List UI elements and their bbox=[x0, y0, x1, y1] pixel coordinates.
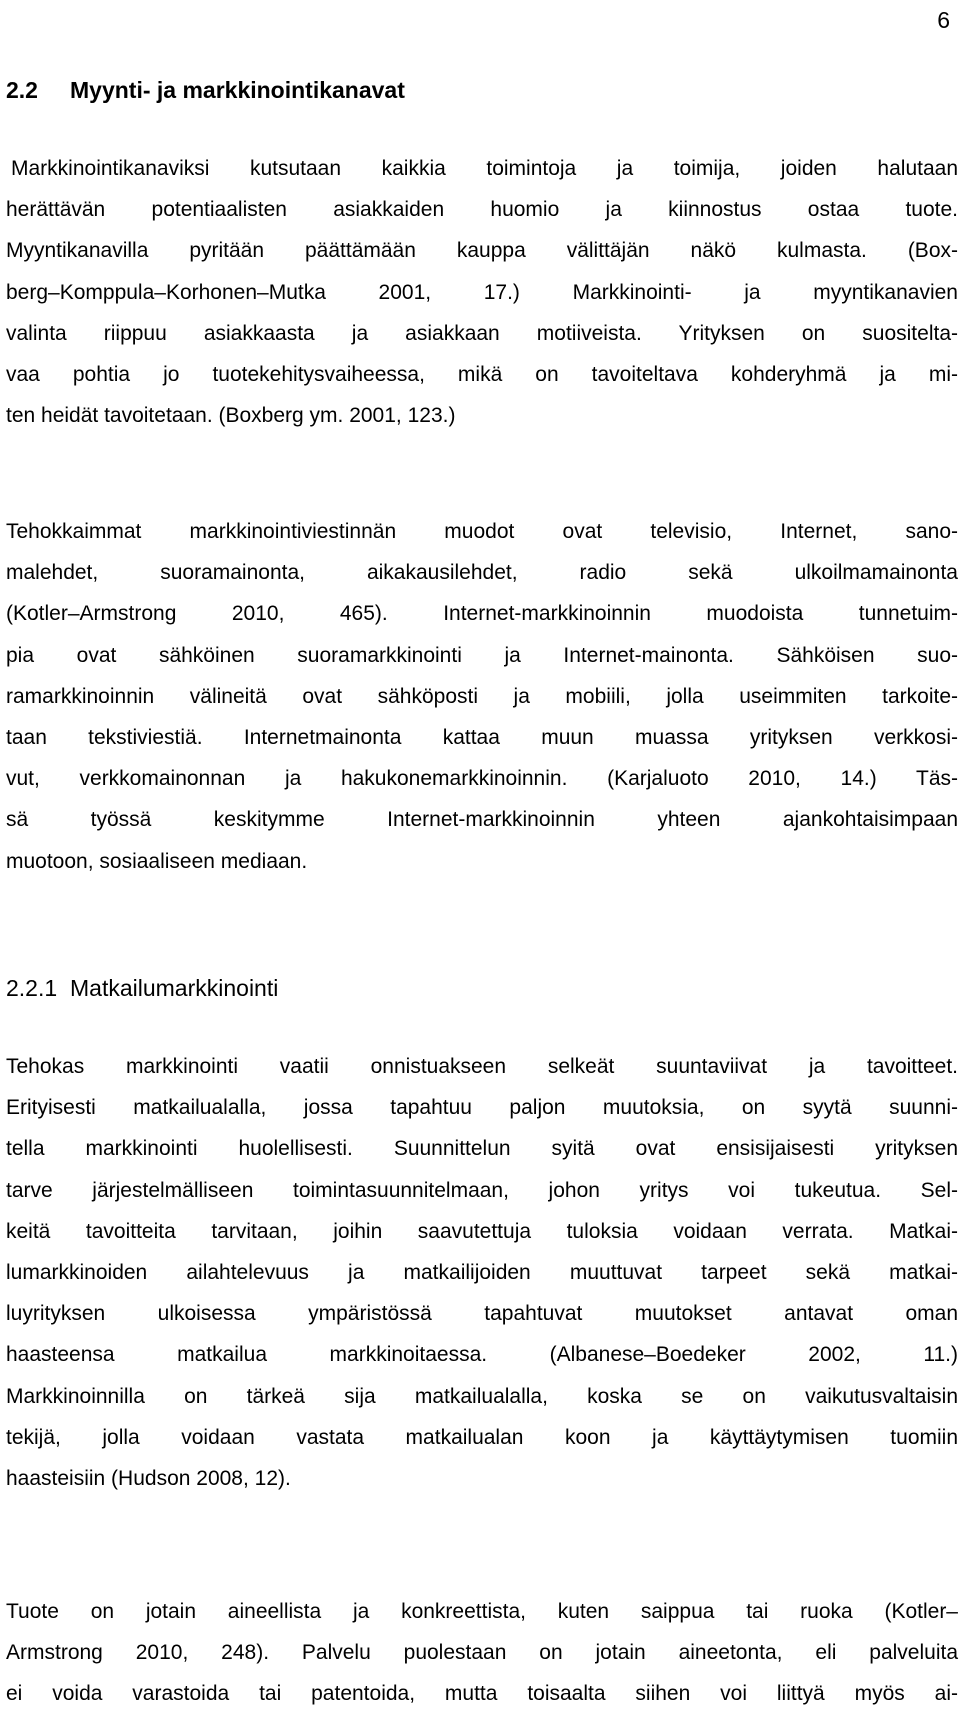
text-line: valinta riippuu asiakkaasta ja asiakkaan motiiveista. Yrityksen on suositelta- bbox=[6, 321, 958, 345]
paragraph-4 bbox=[6, 1591, 958, 1715]
text-line: ei voida varastoida tai patentoida, mutta toisaalta siihen voi liittyä myös ai- bbox=[6, 1682, 958, 1706]
text-line: taan tekstiviestiä. Internetmainonta kattaa muun muassa yrityksen verkkosi- bbox=[6, 725, 958, 749]
subsection-title: Matkailumarkkinointi bbox=[70, 975, 279, 1001]
text-line: malehdet, suoramainonta, aikakausilehdet, radio sekä ulkoilmamainonta bbox=[6, 561, 958, 585]
page-number: 6 bbox=[937, 7, 950, 33]
text-line: Tehokkaimmat markkinointiviestinnän muodot ovat televisio, Internet, sano- bbox=[6, 520, 958, 543]
text-line: ten heidät tavoitetaan. (Boxberg ym. 2001, 123.) bbox=[6, 404, 456, 428]
text-line: haasteisiin (Hudson 2008, 12). bbox=[6, 1466, 291, 1490]
text-line: vaa pohtia jo tuotekehitysvaiheessa, mikä on tavoiteltava kohderyhmä ja mi- bbox=[6, 362, 958, 386]
text-line: sä työssä keskitymme Internet-markkinoinnin yhteen ajankohtaisimpaan bbox=[6, 808, 958, 832]
text-line: tarve järjestelmälliseen toimintasuunnitelmaan, johon yritys voi tukeutua. Sel- bbox=[6, 1178, 958, 1202]
section-title: Myynti- ja markkinointikanavat bbox=[70, 77, 405, 103]
text-line: Tuote on jotain aineellista ja konkreettista, kuten saippua tai ruoka (Kotler– bbox=[6, 1600, 958, 1623]
text-line: muotoon, sosiaaliseen mediaan. bbox=[6, 849, 308, 873]
subsection-number: 2.2.1 bbox=[6, 975, 58, 1001]
text-line: keitä tavoitteita tarvitaan, joihin saavutettuja tuloksia voidaan verrata. Matkai- bbox=[6, 1219, 958, 1243]
text-line: vut, verkkomainonnan ja hakukonemarkkinoinnin. (Karjaluoto 2010, 14.) Täs- bbox=[6, 767, 958, 791]
paragraph-2 bbox=[6, 511, 958, 882]
section-heading bbox=[6, 75, 405, 105]
text-line: Markkinoinnilla on tärkeä sija matkailualalla, koska se on vaikutusvaltaisin bbox=[6, 1384, 958, 1408]
text-line: pia ovat sähköinen suoramarkkinointi ja Internet-mainonta. Sähköisen suo- bbox=[6, 643, 958, 667]
paragraph-3 bbox=[6, 1046, 958, 1499]
text-line: lumarkkinoiden ailahtelevuus ja matkailijoiden muuttuvat tarpeet sekä matkai- bbox=[6, 1260, 958, 1284]
text-line: luyrityksen ulkoisessa ympäristössä tapahtuvat muutokset antavat oman bbox=[6, 1302, 958, 1326]
text-line: Erityisesti matkailualalla, jossa tapahtuu paljon muutoksia, on syytä suunni- bbox=[6, 1096, 958, 1120]
text-line: herättävän potentiaalisten asiakkaiden huomio ja kiinnostus ostaa tuote. bbox=[6, 198, 958, 222]
text-line: Myyntikanavilla pyritään päättämään kauppa välittäjän näkö kulmasta. (Box- bbox=[6, 239, 958, 263]
paragraph-1 bbox=[6, 148, 958, 436]
text-line: Markkinointikanaviksi kutsutaan kaikkia toimintoja ja toimija, joiden halutaan bbox=[11, 157, 958, 180]
text-line: tekijä, jolla voidaan vastata matkailualan koon ja käyttäytymisen tuomiin bbox=[6, 1425, 958, 1449]
text-line: berg–Komppula–Korhonen–Mutka 2001, 17.) Markkinointi- ja myyntikanavien bbox=[6, 280, 958, 304]
text-line: (Kotler–Armstrong 2010, 465). Internet-markkinoinnin muodoista tunnetuim- bbox=[6, 602, 958, 626]
text-line: haasteensa matkailua markkinoitaessa. (Albanese–Boedeker 2002, 11.) bbox=[6, 1343, 958, 1367]
text-line: Tehokas markkinointi vaatii onnistuakseen selkeät suuntaviivat ja tavoitteet. bbox=[6, 1055, 958, 1078]
text-line: ramarkkinoinnin välineitä ovat sähköposti ja mobiili, jolla useimmiten tarkoite- bbox=[6, 684, 958, 708]
section-number: 2.2 bbox=[6, 77, 38, 103]
subsection-heading bbox=[6, 973, 278, 1003]
text-line: tella markkinointi huolellisesti. Suunnittelun syitä ovat ensisijaisesti yrityksen bbox=[6, 1137, 958, 1161]
text-line: Armstrong 2010, 248). Palvelu puolestaan on jotain aineetonta, eli palveluita bbox=[6, 1641, 958, 1665]
